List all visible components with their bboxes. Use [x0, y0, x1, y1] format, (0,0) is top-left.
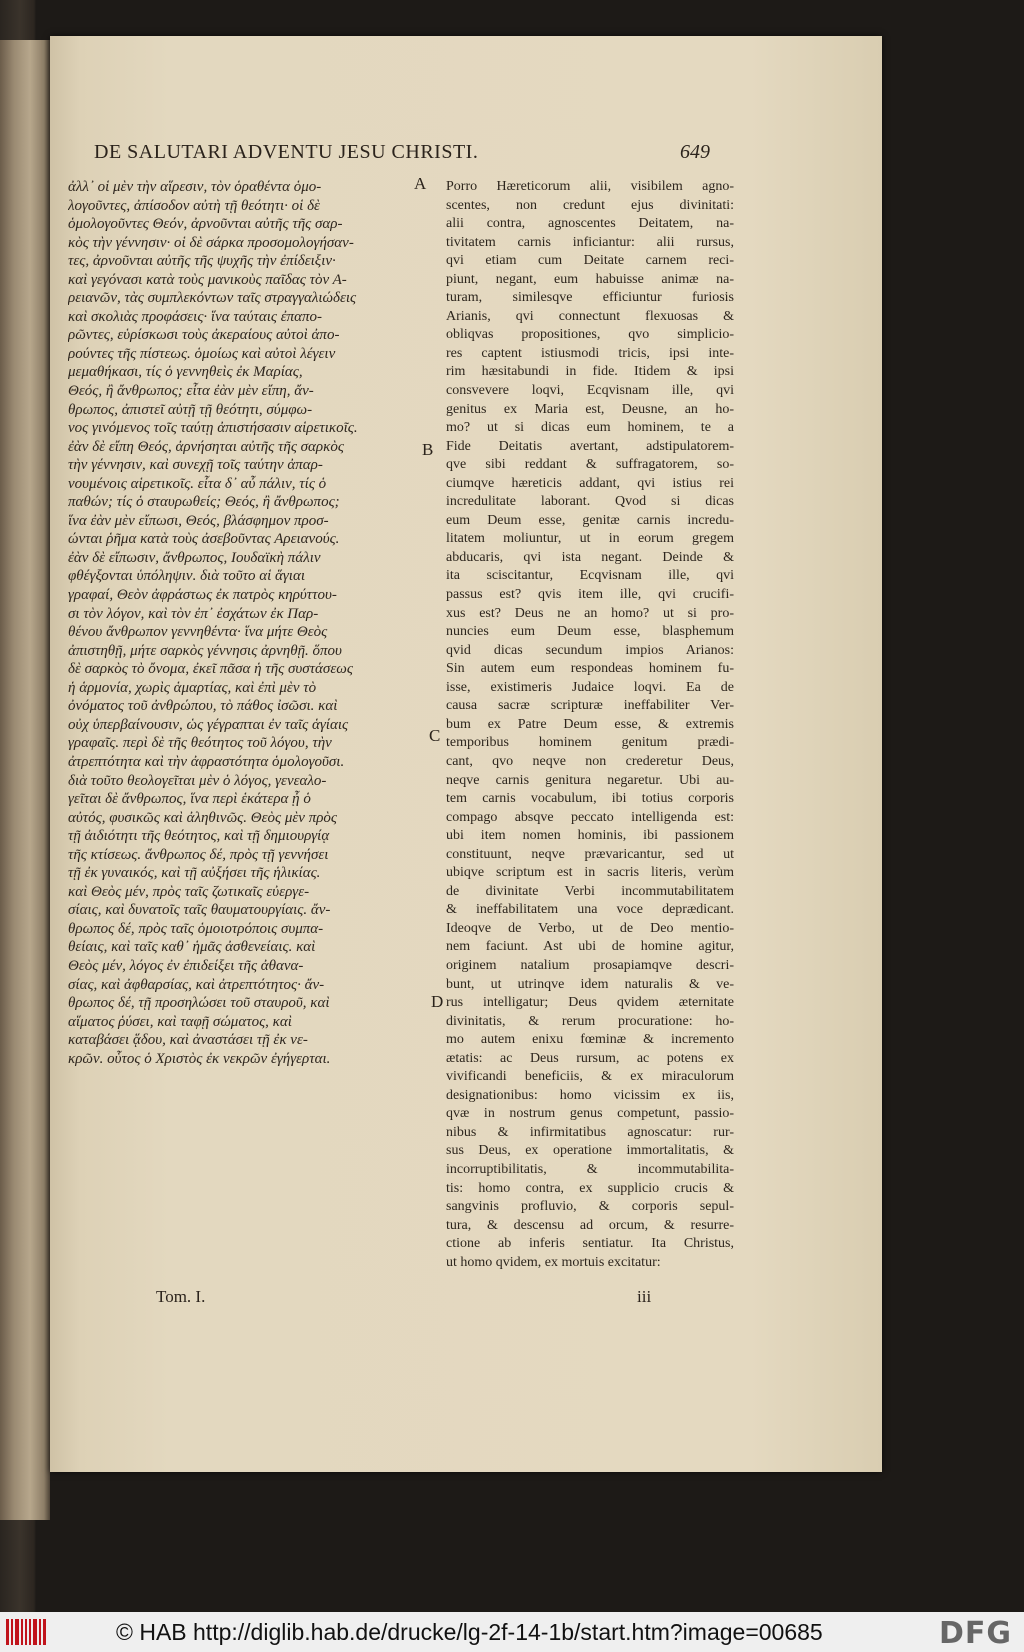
- section-marker-c: C: [429, 726, 441, 745]
- latin-text-line: constituunt, neqve prævaricantur, sed ut: [446, 846, 734, 862]
- hab-logo-icon: [6, 1619, 46, 1645]
- greek-text-line: τες, ἀρνοῦνται αὐτῆς τῆς ψυχῆς τὴν ἐπίδειξιν·: [68, 253, 336, 270]
- page-number: 649: [680, 141, 710, 163]
- latin-text-line: neqve carnis genitura negaretur. Ubi au-: [446, 772, 734, 788]
- latin-text-line: obliqvas propositiones, qvo simplicio-: [446, 327, 734, 343]
- greek-text-line: ἵνα ἐὰν μὲν εἴπωσι, Θεός, βλάσφημον προσ-: [68, 512, 329, 529]
- greek-text-line: κρῶν. οὗτος ὁ Χριστὸς ἐκ νεκρῶν ἐγήγερται.: [68, 1050, 331, 1067]
- latin-text-line: scentes, non credunt ejus divinitati:: [446, 197, 734, 213]
- greek-column: [68, 178, 434, 1068]
- greek-text-line: ἐὰν δὲ εἴπωσιν, ἄνθρωπος, Ιουδαϊκὴ πάλιν: [68, 549, 321, 566]
- latin-text-line: ita sciscitantur, Ecqvisnam ille, qvi: [446, 568, 734, 584]
- greek-text-line: ρῶντες, εὑρίσκωσι τοὺς ἀκεραίους αὐτοὶ ἀπο-: [68, 327, 340, 344]
- latin-text-line: qvi etiam cum Deitate carnem reci-: [446, 253, 734, 269]
- latin-text-line: Sin autem eum respondeas hominem fu-: [446, 661, 734, 677]
- greek-text-line: θρωπος, ἀπιστεῖ αὐτῇ τῇ θεότητι, σύμφω-: [68, 401, 313, 418]
- latin-text-line: abducaris, qvi ista negant. Deinde &: [446, 549, 734, 565]
- greek-text-line: διὰ τοῦτο θεολογεῖται μὲν ὁ λόγος, γενεαλο-: [68, 772, 327, 789]
- latin-text-line: incorruptibilitatis, & incommutabilita-: [446, 1161, 734, 1177]
- greek-text-line: σίαις, καὶ δυνατοῖς ταῖς θαυματουργίαις. ἄν-: [68, 902, 331, 919]
- latin-text-line: nem faciunt. Ast ubi de homine agitur,: [446, 939, 734, 955]
- latin-text-line: designationibus: homo vicissim ex iis,: [446, 1087, 734, 1103]
- latin-text-line: nuncies eum Deum esse, blasphemum: [446, 624, 734, 640]
- latin-text-line: nibus & infirmitatibus agnoscatur: rur-: [446, 1124, 734, 1140]
- latin-text-line: tis: homo contra, ex supplicio crucis &: [446, 1180, 734, 1196]
- latin-text-line: ubiqve scriptum est in sacris literis, verùm: [446, 865, 734, 881]
- volume-label: Tom. I.: [156, 1287, 206, 1306]
- greek-text-line: ρειανῶν, τὰς συμπλεκόντων ταῖς στραγγαλιώδεις: [68, 290, 357, 307]
- greek-text-line: θένου ἄνθρωπον γεννηθέντα· ἵνα μήτε Θεὸς: [68, 624, 328, 641]
- section-marker-b: B: [422, 440, 434, 459]
- greek-text-line: Θεός, ἢ ἄνθρωπος; εἶτα ἐὰν μὲν εἴπη, ἄν-: [68, 383, 314, 400]
- greek-text-line: γραφαί, Θεὸν ἀφράστως ἐκ πατρὸς κηρύττου-: [68, 587, 337, 604]
- latin-text-line: & ineffabilitatem una voce deprædicant.: [446, 902, 734, 918]
- greek-text-line: τῇ ἐκ γυναικός, καὶ τῇ αὐξήσει τῆς ἡλικίας.: [68, 865, 321, 882]
- latin-text-line: rim hæsitabundi in fide. Itidem & ipsi: [446, 364, 734, 380]
- section-marker-a: A: [414, 174, 427, 193]
- attribution-link[interactable]: © HAB http://diglib.hab.de/drucke/lg-2f-14-1b/start.htm?image=00685: [116, 1618, 823, 1645]
- latin-text-line: originem natalium prosapiamqve descri-: [446, 957, 734, 973]
- latin-text-line: bum ex Patre Deum esse, & extremis: [446, 716, 734, 732]
- latin-text-line: eum Deum esse, genitæ carnis incredu-: [446, 512, 734, 528]
- greek-text-line: Θεὸς μέν, λόγος ἐν ἐπιδείξει τῆς ἀθανα-: [68, 957, 304, 974]
- greek-text-line: μεμαθήκασι, τίς ὁ γεννηθεὶς ἐκ Μαρίας,: [68, 364, 303, 381]
- latin-text-line: piunt, negant, eum habuisse animæ na-: [446, 271, 734, 287]
- latin-text-line: tem carnis vocabulum, ibi totius corporis: [446, 791, 734, 807]
- latin-text-line: turam, similesqve efficiuntur furiosis: [446, 290, 734, 306]
- latin-text-line: incredulitate laborant. Qvod si dicas: [446, 494, 734, 510]
- greek-text-line: καὶ γεγόνασι κατὰ τοὺς μανικοὺς παῖδας τὸν Α-: [68, 271, 347, 288]
- greek-text-line: νος γινόμενος τοῖς ταύτῃ ἀπιστήσασιν αἱρετικοῖς.: [68, 420, 358, 437]
- greek-text-line: τῆς κτίσεως. ἄνθρωπος δέ, πρὸς τῇ γεννήσει: [68, 846, 329, 863]
- latin-text-line: de divinitate Verbi incommutabilitatem: [446, 883, 734, 899]
- latin-text-line: alii contra, agnoscentes Deitatem, na-: [446, 216, 734, 232]
- latin-text-line: mo? ut si dicas eum hominem, te a: [446, 420, 734, 436]
- latin-text-line: mo autem enixu fœminæ & incremento: [446, 1032, 734, 1048]
- greek-text-line: θρωπος δέ, τῇ προσηλώσει τοῦ σταυροῦ, καὶ: [68, 995, 330, 1012]
- latin-text-line: qve sibi reddant & suffragatorem, so-: [446, 457, 734, 473]
- greek-text-line: καὶ σκολιὰς προφάσεις· ἵνα ταύταις ἐπαπο-: [68, 308, 323, 325]
- greek-text-line: αὐτός, φυσικῶς καὶ ἀληθινῶς. Θεὸς μὲν πρὸς: [68, 809, 337, 826]
- greek-text-line: ἀλλ᾽ οἱ μὲν τὴν αἵρεσιν, τὸν ὁραθέντα ὁμο-: [68, 179, 322, 195]
- latin-text-line: sangvinis profluvio, & corporis sepul-: [446, 1199, 734, 1215]
- greek-text-line: καὶ Θεὸς μέν, πρὸς ταῖς ζωτικαῖς εὐεργε-: [68, 883, 310, 900]
- greek-text-line: νουμένοις αἱρετικοῖς. εἶτα δ᾽ αὖ πάλιν, τίς ὁ: [68, 475, 327, 492]
- latin-text-line: ciumqve hæreticis addant, qvi istius rei: [446, 475, 734, 491]
- latin-text-line: ubi item nomen hominis, ibi passionem: [446, 828, 734, 844]
- latin-text-line: qvid dicas secundum impios Arianos:: [446, 642, 734, 658]
- running-header: DE SALUTARI ADVENTU JESU CHRISTI.: [94, 141, 479, 163]
- latin-text-line: bunt, ut utrinqve idem naturalis & ve-: [446, 976, 734, 992]
- greek-text-line: οὐχ ὑπερβαίνουσιν, ὡς γέγραπται ἐν ταῖς ἁγίαις: [68, 716, 349, 733]
- section-marker-d: D: [431, 992, 444, 1011]
- latin-text-line: ctione ab inferis sentiatur. Ita Christus,: [446, 1236, 734, 1252]
- latin-text-line: litatem moliuntur, ut in eorum gregem: [446, 531, 734, 547]
- signature-mark: iii: [637, 1287, 652, 1306]
- greek-text-line: ἡ ἁρμονία, χωρὶς ἁμαρτίας, καὶ ἐπὶ μὲν τὸ: [68, 679, 317, 696]
- latin-text-line: tivitatem carnis inficiantur: alii rursus,: [446, 234, 734, 250]
- greek-text-line: ἀπιστηθῇ, μήτε σαρκὸς γέννησις ἀρνηθῇ. ὅπου: [68, 642, 342, 659]
- latin-text-line: genitus ex Maria est, Deusne, an ho-: [446, 401, 734, 417]
- latin-text-line: Porro Hæreticorum alii, visibilem agno-: [446, 179, 734, 194]
- latin-text-line: ut homo qvidem, ex mortuis excitatur:: [446, 1254, 661, 1270]
- latin-text-line: tura, & descensu ad orcum, & resurre-: [446, 1217, 734, 1233]
- greek-text-line: θείαις, καὶ ταῖς καθ᾽ ἡμᾶς ἀσθενείαις. καὶ: [68, 939, 316, 956]
- latin-column: [446, 178, 734, 1272]
- latin-text-line: res captent istiusmodi tricis, ipsi inte-: [446, 345, 734, 361]
- greek-text-line: σίας, καὶ ἀφθαρσίας, καὶ ἀτρεπτότητος· ἄν-: [68, 976, 325, 993]
- greek-text-line: τὴν γέννησιν, καὶ συνεχῇ τοῖς ταύτην ἀπαρ-: [68, 457, 323, 474]
- greek-text-line: φθέγξονται ὑπόληψιν. διὰ τοῦτο αἱ ἅγιαι: [68, 568, 305, 585]
- greek-text-line: θρωπος δέ, πρὸς ταῖς ὁμοιοτρόποις συμπα-: [68, 920, 324, 937]
- greek-text-line: ἐὰν δὲ εἴπη Θεός, ἀρνήσηται αὐτῆς τῆς σαρκὸς: [68, 438, 344, 455]
- latin-text-line: compago absqve peccato intelligenda est:: [446, 809, 734, 825]
- greek-text-line: ἀτρεπτότητα καὶ τὴν ἀφραστότητα ὁμολογοῦσι.: [68, 753, 345, 770]
- latin-text-line: ætatis: ac Deus rursum, ac potens ex: [446, 1050, 734, 1066]
- latin-text-line: consvevere loqvi, Ecqvisnam ille, qvi: [446, 383, 734, 399]
- greek-text-line: ὀνόματος τοῦ ἀνθρώπου, τὸ πάθος ἰσῶσι. καὶ: [68, 698, 338, 715]
- greek-text-line: γεῖται δὲ ἄνθρωπος, ἵνα περὶ ἑκάτερα ᾖ ὁ: [68, 791, 311, 808]
- latin-text-line: vivificandi beneficiis, & ex miraculorum: [446, 1069, 734, 1085]
- greek-text-line: κὸς τὴν γέννησιν· οἱ δὲ σάρκα προσομολογήσαν-: [68, 234, 354, 251]
- greek-text-line: τῇ ἀιδιότητι τῆς θεότητος, καὶ τῇ δημιουργίᾳ: [68, 828, 330, 845]
- greek-text-line: ὁμολογοῦντες Θεόν, ἀρνοῦνται αὐτῆς τῆς σαρ-: [68, 216, 343, 233]
- latin-text-line: qvæ in nostrum genus competunt, passio-: [446, 1106, 734, 1122]
- latin-text-line: passus est? qvis item ille, qvi crucifi-: [446, 587, 734, 603]
- attribution-bar: [0, 1612, 1024, 1652]
- latin-text-line: divinitatis, & rerum procuratione: ho-: [446, 1013, 734, 1029]
- latin-text-line: Ideoqve de Verbo, ut de Deo mentio-: [446, 920, 734, 936]
- greek-text-line: γραφαῖς. περὶ δὲ τῆς θεότητος τοῦ λόγου, τὴν: [68, 735, 332, 752]
- dfg-logo: DFG: [938, 1616, 1012, 1651]
- greek-text-line: σι τὸν λόγον, καὶ τὸν ἐπ᾽ ἐσχάτων ἐκ Παρ-: [68, 605, 319, 622]
- greek-text-line: ρούντες τῆς πίστεως. ὁμοίως καὶ αὐτοὶ λέγειν: [68, 345, 336, 362]
- greek-text-line: λογοῦντες, ἀπίσοδον αὐτὴ τῇ θεότητι· οἱ δὲ: [68, 197, 320, 214]
- greek-text-line: καταβάσει ᾅδου, καὶ ἀναστάσει τῇ ἐκ νε-: [68, 1032, 308, 1049]
- latin-text-line: cant, qvo neqve non crederetur Deus,: [446, 753, 734, 769]
- greek-text-line: αἵματος ῥύσει, καὶ ταφῇ σώματος, καὶ: [68, 1013, 292, 1030]
- latin-text-line: Fide Deitatis avertant, adstipulatorem-: [446, 438, 734, 454]
- greek-text-line: παθών; τίς ὁ σταυρωθείς; Θεός, ἢ ἄνθρωπος;: [68, 494, 340, 511]
- latin-text-line: temporibus hominem genitum prædi-: [446, 735, 734, 751]
- latin-text-line: isse, existimeris Judaice loqvi. Ea de: [446, 679, 734, 695]
- latin-text-line: rus intelligatur; Deus qvidem æternitate: [446, 995, 734, 1011]
- latin-text-line: sus Deus, ex operatione immortalitatis, &: [446, 1143, 734, 1159]
- greek-text-line: δὲ σαρκὸς τὸ ὄνομα, ἐκεῖ πᾶσα ἡ τῆς συστάσεως: [68, 661, 353, 678]
- latin-text-line: Arianis, qvi connectunt flexuosas &: [446, 308, 734, 324]
- latin-text-line: xus est? Deus ne an homo? ut si pro-: [446, 605, 734, 621]
- greek-text-line: ώνται ῥῆμα κατὰ τοὺς ἀσεβοῦντας Αρειανούς.: [68, 531, 340, 548]
- previous-page-edge: [0, 40, 50, 1520]
- latin-text-line: causa sacræ scripturæ ineffabiliter Ver-: [446, 698, 734, 714]
